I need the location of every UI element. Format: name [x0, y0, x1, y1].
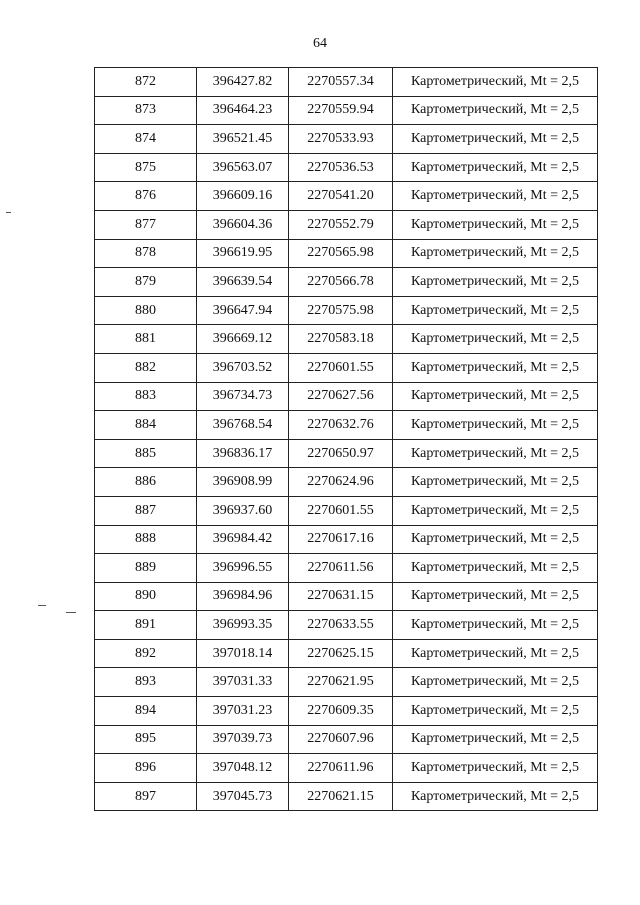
- method-cell: Картометрический, Mt = 2,5: [393, 639, 598, 668]
- x-coordinate-cell: 396984.96: [197, 582, 289, 611]
- method-cell: Картометрический, Mt = 2,5: [393, 468, 598, 497]
- y-coordinate-cell: 2270627.56: [289, 382, 393, 411]
- x-coordinate-cell: 396984.42: [197, 525, 289, 554]
- x-coordinate-cell: 396619.95: [197, 239, 289, 268]
- coordinates-table: [94, 67, 598, 811]
- table-row: [95, 268, 598, 297]
- method-cell: Картометрический, Mt = 2,5: [393, 353, 598, 382]
- method-cell: Картометрический, Mt = 2,5: [393, 554, 598, 583]
- method-cell: Картометрический, Mt = 2,5: [393, 239, 598, 268]
- table-row: [95, 611, 598, 640]
- point-number-cell: 896: [95, 754, 197, 783]
- point-number-cell: 889: [95, 554, 197, 583]
- table-row: [95, 754, 598, 783]
- y-coordinate-cell: 2270583.18: [289, 325, 393, 354]
- method-cell: Картометрический, Mt = 2,5: [393, 296, 598, 325]
- y-coordinate-cell: 2270609.35: [289, 697, 393, 726]
- y-coordinate-cell: 2270557.34: [289, 68, 393, 97]
- x-coordinate-cell: 396647.94: [197, 296, 289, 325]
- x-coordinate-cell: 396703.52: [197, 353, 289, 382]
- table-row: [95, 96, 598, 125]
- x-coordinate-cell: 396521.45: [197, 125, 289, 154]
- table-row: [95, 382, 598, 411]
- method-cell: Картометрический, Mt = 2,5: [393, 782, 598, 811]
- method-cell: Картометрический, Mt = 2,5: [393, 725, 598, 754]
- x-coordinate-cell: 396604.36: [197, 210, 289, 239]
- point-number-cell: 887: [95, 496, 197, 525]
- y-coordinate-cell: 2270624.96: [289, 468, 393, 497]
- x-coordinate-cell: 396908.99: [197, 468, 289, 497]
- y-coordinate-cell: 2270541.20: [289, 182, 393, 211]
- table-row: [95, 439, 598, 468]
- table-row: [95, 554, 598, 583]
- point-number-cell: 886: [95, 468, 197, 497]
- method-cell: Картометрический, Mt = 2,5: [393, 182, 598, 211]
- y-coordinate-cell: 2270611.56: [289, 554, 393, 583]
- method-cell: Картометрический, Mt = 2,5: [393, 525, 598, 554]
- table-row: [95, 725, 598, 754]
- y-coordinate-cell: 2270633.55: [289, 611, 393, 640]
- method-cell: Картометрический, Mt = 2,5: [393, 125, 598, 154]
- table-row: [95, 68, 598, 97]
- point-number-cell: 892: [95, 639, 197, 668]
- table-row: [95, 182, 598, 211]
- table-row: [95, 782, 598, 811]
- y-coordinate-cell: 2270536.53: [289, 153, 393, 182]
- y-coordinate-cell: 2270566.78: [289, 268, 393, 297]
- x-coordinate-cell: 396639.54: [197, 268, 289, 297]
- table-row: [95, 353, 598, 382]
- x-coordinate-cell: 397045.73: [197, 782, 289, 811]
- table-row: [95, 525, 598, 554]
- y-coordinate-cell: 2270533.93: [289, 125, 393, 154]
- y-coordinate-cell: 2270621.95: [289, 668, 393, 697]
- method-cell: Картометрический, Mt = 2,5: [393, 268, 598, 297]
- scan-artifact: [66, 612, 76, 613]
- method-cell: Картометрический, Mt = 2,5: [393, 96, 598, 125]
- point-number-cell: 894: [95, 697, 197, 726]
- scan-artifact: [6, 212, 11, 213]
- table-row: [95, 697, 598, 726]
- method-cell: Картометрический, Mt = 2,5: [393, 668, 598, 697]
- x-coordinate-cell: 396464.23: [197, 96, 289, 125]
- y-coordinate-cell: 2270625.15: [289, 639, 393, 668]
- method-cell: Картометрический, Mt = 2,5: [393, 582, 598, 611]
- method-cell: Картометрический, Mt = 2,5: [393, 611, 598, 640]
- x-coordinate-cell: 396427.82: [197, 68, 289, 97]
- coordinates-table-body: [95, 68, 598, 811]
- method-cell: Картометрический, Mt = 2,5: [393, 210, 598, 239]
- method-cell: Картометрический, Mt = 2,5: [393, 68, 598, 97]
- y-coordinate-cell: 2270632.76: [289, 411, 393, 440]
- point-number-cell: 893: [95, 668, 197, 697]
- x-coordinate-cell: 397031.23: [197, 697, 289, 726]
- y-coordinate-cell: 2270621.15: [289, 782, 393, 811]
- method-cell: Картометрический, Mt = 2,5: [393, 697, 598, 726]
- point-number-cell: 873: [95, 96, 197, 125]
- x-coordinate-cell: 396996.55: [197, 554, 289, 583]
- point-number-cell: 883: [95, 382, 197, 411]
- point-number-cell: 878: [95, 239, 197, 268]
- point-number-cell: 880: [95, 296, 197, 325]
- y-coordinate-cell: 2270565.98: [289, 239, 393, 268]
- table-row: [95, 668, 598, 697]
- x-coordinate-cell: 396993.35: [197, 611, 289, 640]
- table-row: [95, 125, 598, 154]
- table-row: [95, 582, 598, 611]
- x-coordinate-cell: 396609.16: [197, 182, 289, 211]
- y-coordinate-cell: 2270650.97: [289, 439, 393, 468]
- table-row: [95, 639, 598, 668]
- point-number-cell: 882: [95, 353, 197, 382]
- point-number-cell: 897: [95, 782, 197, 811]
- method-cell: Картометрический, Mt = 2,5: [393, 439, 598, 468]
- x-coordinate-cell: 397018.14: [197, 639, 289, 668]
- x-coordinate-cell: 396836.17: [197, 439, 289, 468]
- point-number-cell: 881: [95, 325, 197, 354]
- y-coordinate-cell: 2270611.96: [289, 754, 393, 783]
- x-coordinate-cell: 396734.73: [197, 382, 289, 411]
- point-number-cell: 891: [95, 611, 197, 640]
- y-coordinate-cell: 2270631.15: [289, 582, 393, 611]
- x-coordinate-cell: 397031.33: [197, 668, 289, 697]
- point-number-cell: 874: [95, 125, 197, 154]
- scan-artifact: [38, 605, 46, 606]
- page-number: 64: [313, 36, 327, 51]
- y-coordinate-cell: 2270617.16: [289, 525, 393, 554]
- point-number-cell: 895: [95, 725, 197, 754]
- x-coordinate-cell: 397048.12: [197, 754, 289, 783]
- table-row: [95, 296, 598, 325]
- point-number-cell: 876: [95, 182, 197, 211]
- point-number-cell: 872: [95, 68, 197, 97]
- method-cell: Картометрический, Mt = 2,5: [393, 754, 598, 783]
- method-cell: Картометрический, Mt = 2,5: [393, 382, 598, 411]
- x-coordinate-cell: 397039.73: [197, 725, 289, 754]
- table-row: [95, 411, 598, 440]
- point-number-cell: 877: [95, 210, 197, 239]
- table-row: [95, 153, 598, 182]
- y-coordinate-cell: 2270601.55: [289, 353, 393, 382]
- y-coordinate-cell: 2270607.96: [289, 725, 393, 754]
- method-cell: Картометрический, Mt = 2,5: [393, 153, 598, 182]
- table-row: [95, 239, 598, 268]
- x-coordinate-cell: 396563.07: [197, 153, 289, 182]
- x-coordinate-cell: 396768.54: [197, 411, 289, 440]
- table-row: [95, 210, 598, 239]
- y-coordinate-cell: 2270601.55: [289, 496, 393, 525]
- point-number-cell: 884: [95, 411, 197, 440]
- y-coordinate-cell: 2270575.98: [289, 296, 393, 325]
- point-number-cell: 888: [95, 525, 197, 554]
- method-cell: Картометрический, Mt = 2,5: [393, 496, 598, 525]
- point-number-cell: 879: [95, 268, 197, 297]
- table-row: [95, 496, 598, 525]
- point-number-cell: 885: [95, 439, 197, 468]
- method-cell: Картометрический, Mt = 2,5: [393, 411, 598, 440]
- point-number-cell: 875: [95, 153, 197, 182]
- table-row: [95, 325, 598, 354]
- table-row: [95, 468, 598, 497]
- y-coordinate-cell: 2270559.94: [289, 96, 393, 125]
- x-coordinate-cell: 396669.12: [197, 325, 289, 354]
- y-coordinate-cell: 2270552.79: [289, 210, 393, 239]
- method-cell: Картометрический, Mt = 2,5: [393, 325, 598, 354]
- point-number-cell: 890: [95, 582, 197, 611]
- x-coordinate-cell: 396937.60: [197, 496, 289, 525]
